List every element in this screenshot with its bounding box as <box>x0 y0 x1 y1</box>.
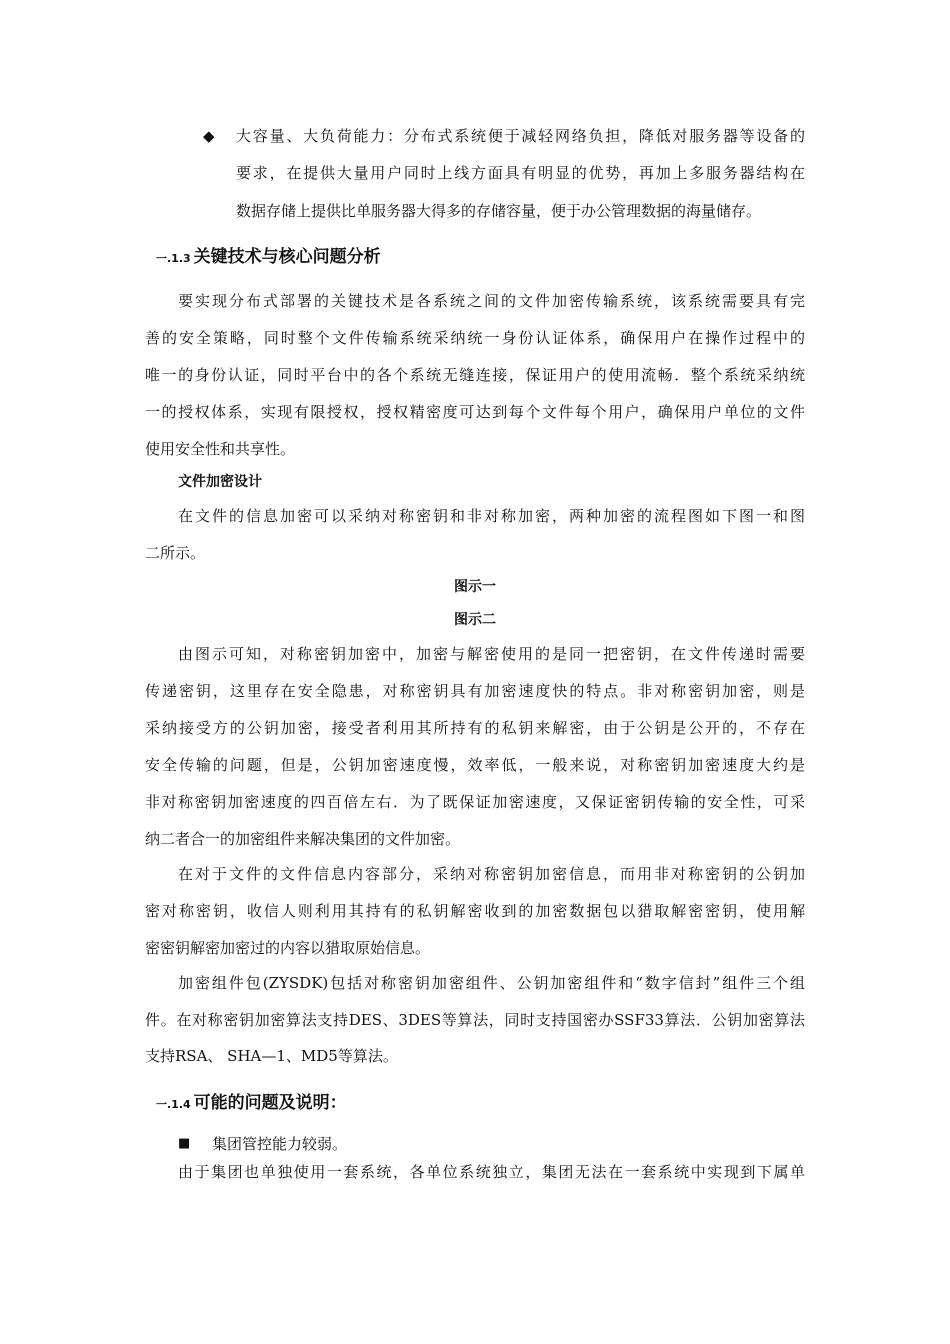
paragraph-symmetric-line-3: 采纳接受方的公钥加密，接受者利用其所持有的私钥来解密，由于公钥是公开的，不存在 <box>145 719 805 737</box>
paragraph-symmetric-line-1: 由图示可知，对称密钥加密中，加密与解密使用的是同一把密钥，在文件传递时需要 <box>178 645 805 663</box>
square-bullet-icon: ■ <box>178 1136 191 1151</box>
paragraph-symmetric-line-6: 纳二者合一的加密组件来解决集团的文件加密。 <box>145 830 461 848</box>
paragraph-key-tech-line-5: 使用安全性和共享性。 <box>145 440 296 458</box>
paragraph-content-line-2: 密对称密钥，收信人则利用其持有的私钥解密收到的加密数据包以猎取解密密钥，使用解 <box>145 902 805 920</box>
diamond-bullet-icon: ◆ <box>203 127 215 145</box>
paragraph-content-line-3: 密密钥解密加密过的内容以猎取原始信息。 <box>145 939 431 957</box>
section-1-3-heading <box>156 246 381 270</box>
paragraph-symmetric-line-4: 安全传输的问题，但是，公钥加密速度慢，效率低，一般来说，对称密钥加密速度大约是 <box>145 756 805 774</box>
paragraph-sdk-line-3: 支持RSA、 SHA—1、MD5等算法。 <box>145 1047 398 1065</box>
paragraph-sdk-line-2: 件。在对称密钥加密算法支持DES、3DES等算法，同时支持国密办SSF33算法．公钥加密算法 <box>145 1011 805 1029</box>
paragraph-symmetric-line-5: 非对称密钥加密速度的四百倍左右．为了既保证加密速度，又保证密钥传输的安全性，可采 <box>145 793 805 811</box>
bullet-capacity-line-2: 要求，在提供大量用户同时上线方面具有明显的优势，再加上多服务器结构在 <box>236 164 805 182</box>
paragraph-sdk-line-1: 加密组件包(ZYSDK)包括对称密钥加密组件、公钥加密组件和“数字信封”组件三个组 <box>178 974 805 992</box>
figure-caption-1: 图示一 <box>454 579 496 595</box>
paragraph-intro-line-2: 二所示。 <box>145 544 206 562</box>
paragraph-content-line-1: 在对于文件的文件信息内容部分，采纳对称密钥加密信息，而用非对称密钥的公钥加 <box>178 865 805 883</box>
paragraph-group-control-line-1: 由于集团也单独使用一套系统，各单位系统独立，集团无法在一套系统中实现到下属单 <box>178 1163 805 1181</box>
figure-caption-2: 图示二 <box>454 612 496 628</box>
section-1-3-title: 关键技术与核心问题分析 <box>193 247 381 267</box>
paragraph-symmetric-line-2: 传递密钥，这里存在安全隐患，对称密钥具有加密速度快的特点。非对称密钥加密，则是 <box>145 682 805 700</box>
bullet-capacity-line-3: 数据存储上提供比单服务器大得多的存储容量，便于办公管理数据的海量储存。 <box>236 202 762 220</box>
section-1-4-title: 可能的问题及说明： <box>193 1093 347 1113</box>
paragraph-key-tech-line-1: 要实现分布式部署的关键技术是各系统之间的文件加密传输系统，该系统需要具有完 <box>178 292 805 310</box>
paragraph-key-tech-line-3: 唯一的身份认证，同时平台中的各个系统无缝连接，保证用户的使用流畅．整个系统采纳统 <box>145 366 805 384</box>
paragraph-key-tech-line-2: 善的安全策略，同时整个文件传输系统采纳统一身份认证体系，确保用户在操作过程中的 <box>145 329 805 347</box>
paragraph-key-tech-line-4: 一的授权体系，实现有限授权，授权精密度可达到每个文件每个用户，确保用户单位的文件 <box>145 403 805 421</box>
section-1-4-heading <box>156 1092 347 1116</box>
file-encryption-subheading: 文件加密设计 <box>178 474 262 490</box>
bullet-group-control: 集团管控能力较弱。 <box>212 1135 348 1153</box>
section-1-3-number: 一.1.3 <box>156 252 191 265</box>
section-1-4-number: 一.1.4 <box>156 1098 191 1111</box>
paragraph-intro-line-1: 在文件的信息加密可以采纳对称密钥和非对称加密，两种加密的流程图如下图一和图 <box>178 507 805 525</box>
bullet-capacity-line-1: 大容量、大负荷能力：分布式系统便于减轻网络负担，降低对服务器等设备的 <box>236 127 805 145</box>
